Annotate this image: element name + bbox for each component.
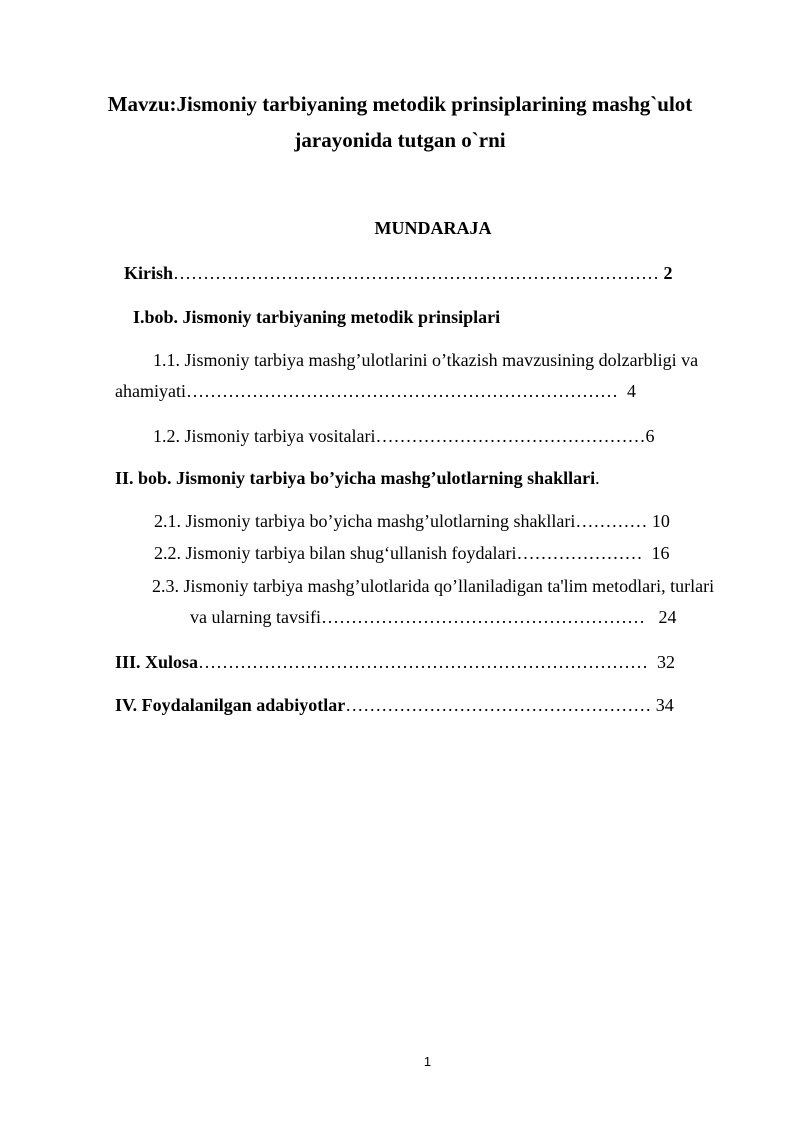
toc-leader-dots: …………………………………………… — [345, 695, 652, 715]
toc-leader-dots: ………………… — [516, 543, 643, 563]
toc-page-number: 32 — [657, 652, 676, 672]
toc-page-number: 4 — [626, 381, 636, 401]
toc-entry-2-3-line-1: 2.3. Jismoniy tarbiya mashg’ulotlarida qo’llaniladigan ta'lim metodlari, turlari — [152, 576, 715, 596]
toc-leader-dots: ………………………………………………………………… — [198, 652, 649, 672]
toc-chapter-2 — [115, 467, 600, 489]
toc-page-number: 10 — [651, 511, 670, 531]
toc-page-number: 34 — [655, 695, 674, 715]
page-number: 1 — [423, 1054, 432, 1069]
toc-entry-1-1-line-1: 1.1. Jismoniy tarbiya mashg’ulotlarini o’tkazish mavzusining dolzarbligi va — [153, 350, 699, 370]
toc-entry-1-1-line-2 — [115, 380, 636, 402]
document-title — [60, 86, 740, 158]
toc-entry-xulosa — [115, 651, 675, 673]
toc-entry-label: IV. Foydalanilgan adabiyotlar — [115, 695, 346, 715]
title-line-2: jarayonida tutgan o`rni — [294, 128, 506, 152]
toc-leader-dots: ………… — [575, 511, 648, 531]
toc-entry-kirish — [124, 262, 673, 284]
toc-chapter-1: I.bob. Jismoniy tarbiyaning metodik prinsiplari — [133, 307, 501, 327]
toc-entry-label: 2.1. Jismoniy tarbiya bo’yicha mashg’ulotlarning shakllari — [154, 511, 576, 531]
toc-entry-label: va ularning tavsifi — [190, 607, 321, 627]
toc-page-number: 6 — [645, 426, 655, 446]
toc-page-number: 16 — [651, 543, 670, 563]
toc-page-number: 2 — [663, 263, 673, 283]
toc-entry-label: 2.2. Jismoniy tarbiya bilan shug‘ullanish foydalari — [154, 543, 517, 563]
toc-leader-dots: ……………………………………………… — [320, 607, 645, 627]
toc-entry-label: III. Xulosa — [115, 652, 199, 672]
toc-entry-2-3-line-2 — [190, 606, 676, 628]
toc-page-number: 24 — [658, 607, 677, 627]
toc-leader-dots: ……………………………………… — [375, 426, 646, 446]
toc-chapter-trail: . — [595, 468, 600, 488]
toc-entry-2-2 — [154, 542, 669, 564]
toc-leader-dots: ……………………………………………………………… — [185, 381, 618, 401]
toc-entry-label: Kirish — [124, 263, 174, 283]
toc-entry-1-2 — [153, 425, 654, 447]
toc-leader-dots: ……………………………………………………………………… — [173, 263, 660, 283]
toc-heading: MUNDARAJA — [374, 218, 492, 238]
title-line-1: Mavzu:Jismoniy tarbiyaning metodik prinsiplarining mashg`ulot — [107, 92, 693, 116]
toc-entry-2-1 — [154, 510, 670, 532]
toc-entry-label: ahamiyati — [115, 381, 186, 401]
toc-entry-label: 1.2. Jismoniy tarbiya vositalari — [153, 426, 376, 446]
toc-entry-adabiyotlar — [115, 694, 674, 716]
toc-chapter-label: II. bob. Jismoniy tarbiya bo’yicha mashg’ulotlarning shakllari — [115, 468, 596, 488]
